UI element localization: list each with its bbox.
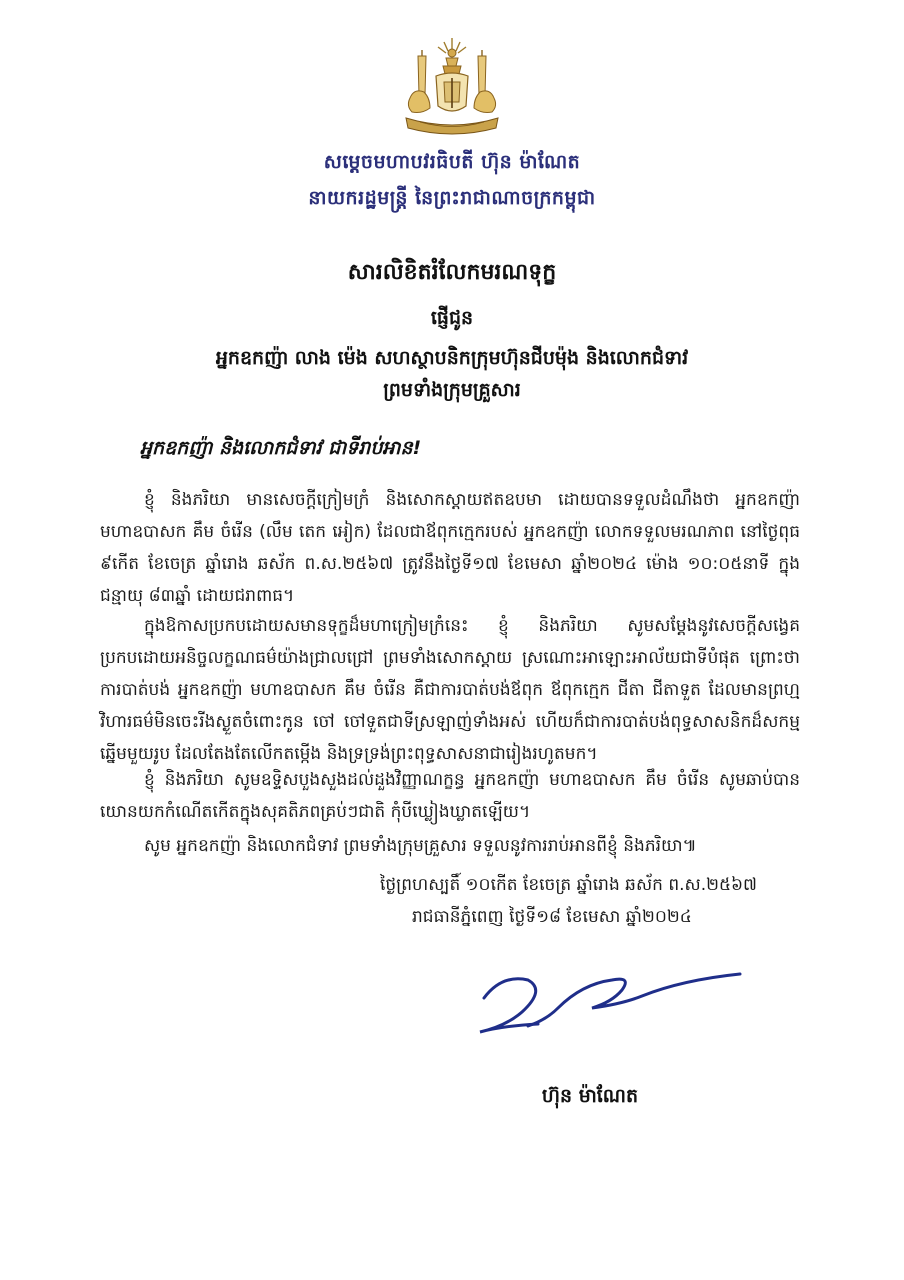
paragraph-2: ក្នុងឱកាសប្រកបដោយសមានទុក្ខដ៏មហាក្រៀមក្រំនេះ ខ្ញុំ និងភរិយា សូមសម្តែងនូវសេចក្តីសង្វេគប្រកបដោយអនិច្ចលក្ខណធម៌យ៉ាងជ្រាលជ្រៅ ព្រមទាំងសោកស្តាយ ស្រណោះអាឡោះអាល័យជាទីបំផុត ព្រោះថាការបាត់បង់ អ្នកឧកញ៉ា មហាឧបាសក គឹម ចំរើន គឺជាការបាត់បង់ឪពុក ឪពុកក្មេក ជីតា ជីតាទួត ដែលមានព្រហ្មវិហារធម៌មិនចេះរីងស្ងួតចំពោះកូន ចៅ ចៅទួតជាទីស្រឡាញ់ទាំងអស់ ហើយក៏ជាការបាត់បង់ពុទ្ធសាសនិកដ៏សកម្មឆ្នើមមួយរូប ដែលតែងតែលើកតម្កើង និងទ្រទ្រង់ព្រះពុទ្ធសាសនាជារៀងរហូតមក។ <box>100 616 800 764</box>
royal-emblem-icon <box>400 36 504 140</box>
handwritten-signature <box>462 960 752 1040</box>
office-subtitle: នាយករដ្ឋមន្ត្រី នៃព្រះរាជាណាចក្រកម្ពុជា <box>308 187 596 209</box>
recipient-line-2: ព្រមទាំងក្រុមគ្រួសារ <box>383 379 521 401</box>
date-line-1: ថ្ងៃព្រហស្បតិ៍ ១០កើត ខែចេត្រ ឆ្នាំរោង ឆស័ក ព.ស.២៥៦៧ <box>380 875 757 895</box>
date-line-2: រាជធានីភ្នំពេញ ថ្ងៃទី១៨ ខែមេសា ឆ្នាំ២០២៤ <box>412 907 692 927</box>
letter-title: សារលិខិតរំលែកមរណទុក្ខ <box>347 260 557 285</box>
recipient-line-1: អ្នកឧកញ៉ា លាង ម៉េង សហស្ថាបនិកក្រុមហ៊ុនជីបម៉ុង និងលោកជំទាវ <box>215 347 689 369</box>
signatory-name: ហ៊ុន ម៉ាណែត <box>541 1085 639 1107</box>
salutation: អ្នកឧកញ៉ា និងលោកជំទាវ ជាទីរាប់អាន! <box>140 437 422 459</box>
paragraph-1: ខ្ញុំ និងភរិយា មានសេចក្តីក្រៀមក្រំ និងសោកស្តាយឥតឧបមា ដោយបានទទួលដំណឹងថា អ្នកឧកញ៉ា មហាឧបាសក គឹម ចំរើន (លឹម តេក អៀក) ដែលជាឪពុកក្មេករបស់ អ្នកឧកញ៉ា លោកទទួលមរណភាព នៅថ្ងៃពុធ ៩កើត ខែចេត្រ ឆ្នាំរោង ឆស័ក ព.ស.២៥៦៧ ត្រូវនឹងថ្ងៃទី១៧ ខែមេសា ឆ្នាំ២០២៤ ម៉ោង ១០:០៥នាទី ក្នុងជន្មាយុ ៨៣ឆ្នាំ ដោយជរាពាធ។ <box>100 490 800 606</box>
paragraph-3: ខ្ញុំ និងភរិយា សូមឧទ្ទិសបួងសួងដល់ដួងវិញ្ញាណក្ខន្ធ អ្នកឧកញ៉ា មហាឧបាសក គឹម ចំរើន សូមឆាប់បានយោនយកកំណើតកើតក្នុងសុគតិភពគ្រប់ៗជាតិ កុំបីឃ្លៀងឃ្លាតឡើយ។ <box>100 770 800 822</box>
to-label: ផ្ញើជូន <box>430 307 474 329</box>
paragraph-4: សូម អ្នកឧកញ៉ា និងលោកជំទាវ ព្រមទាំងក្រុមគ្រួសារ ទទួលនូវការរាប់អានពីខ្ញុំ និងភរិយា៕ <box>144 836 697 856</box>
office-title: សម្តេចមហាបវរធិបតី ហ៊ុន ម៉ាណែត <box>323 151 581 173</box>
